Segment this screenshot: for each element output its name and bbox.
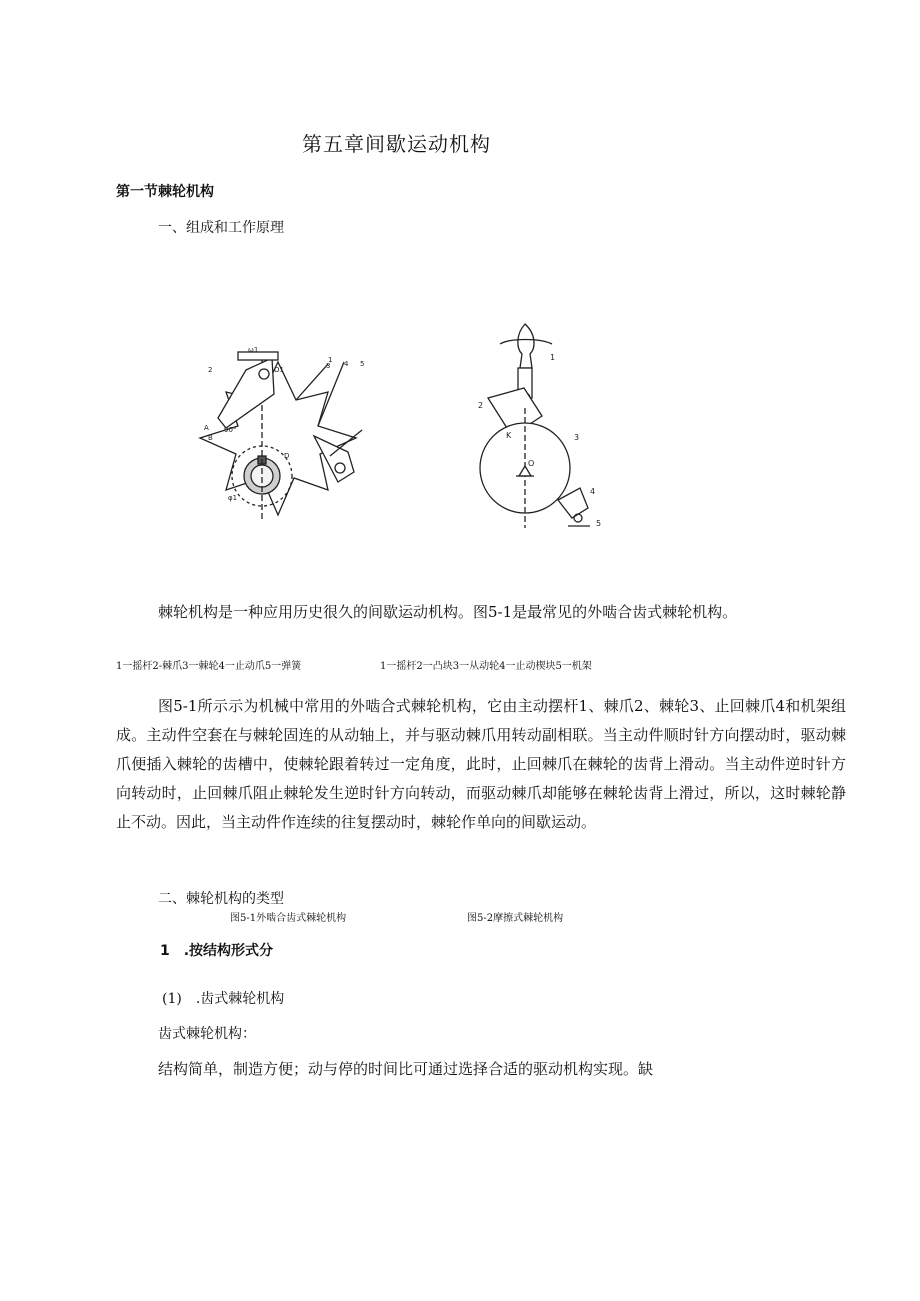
- intro-text: 棘轮机构是一种应用历史很久的间歇运动机构。图5-1是最常见的外啮合齿式棘轮机构。: [158, 603, 738, 621]
- subsection-heading-1: 一、组成和工作原理: [158, 220, 284, 236]
- heading-structure-type: 1 .按结构形式分: [160, 943, 274, 959]
- fig-left-label: 4: [344, 360, 349, 368]
- fig-left-label: φ1: [228, 494, 238, 502]
- fig-right-label: 4: [590, 487, 596, 496]
- fig-left-label: O1: [274, 366, 284, 374]
- fig-right-label: O: [528, 459, 535, 468]
- fig-left-label: 90°: [224, 426, 237, 434]
- section-heading: 第一节棘轮机构: [116, 184, 214, 200]
- fig-left-label: A: [204, 424, 209, 432]
- rocker-handle: [518, 324, 534, 368]
- fig-right-label: 1: [550, 353, 556, 362]
- fig-left-label: 2: [208, 366, 213, 374]
- figure-legend-left: 1一摇杆2-棘爪3一棘轮4一止动爪5一弹簧: [116, 661, 302, 672]
- fig-left-label: B: [208, 434, 213, 442]
- heading-toothed-ratchet: (1) .齿式棘轮机构: [162, 991, 285, 1007]
- body-paragraph: 图5-1所示示为机械中常用的外啮合式棘轮机构，它由主动摆杆1、棘爪2、棘轮3、止回棘爪4和机架组成。主动件空套在与棘轮固连的从动轴上，并与驱动棘爪用转动副相联。当主动件顺时针方向摆动时，驱动棘爪便插入棘轮的齿槽中，使棘轮跟着转过一定角度，此时，止回棘爪在棘轮的齿背上滑动。当主动件逆时针方向转动时，止回棘爪阻止棘轮发生逆时针方向转动，而驱动棘爪却能够在棘轮齿背上滑过，所以，这时棘轮静止不动。因此，当主动件作连续的往复摆动时，棘轮作单向的间歇运动。: [116, 697, 846, 831]
- figure-legend-right: 1一摇杆2一凸块3一从动轮4一止动楔块5一机架: [380, 661, 592, 672]
- page-title: 第五章间歇运动机构: [302, 132, 491, 156]
- subsection-heading-2: 二、棘轮机构的类型: [158, 891, 284, 907]
- fig-right-label: 5: [596, 519, 602, 528]
- toothed-ratchet-label: 齿式棘轮机构：: [158, 1026, 256, 1042]
- fig-left-label: 3: [326, 362, 331, 370]
- fig-left-label: D: [284, 452, 290, 460]
- fig-right-label: 3: [574, 433, 580, 442]
- fig-right-label: 2: [478, 401, 484, 410]
- friction-ratchet-figure: [460, 318, 610, 538]
- fig-left-label: ω1: [248, 346, 259, 354]
- figure-caption-5-2: 图5-2摩擦式棘轮机构: [467, 913, 564, 924]
- fig-left-label: 1: [328, 356, 333, 364]
- ratchet-wheel-outline: [200, 362, 356, 515]
- stop-pawl: [314, 436, 354, 482]
- figure-caption-5-1: 图5-1外啮合齿式棘轮机构: [230, 913, 347, 924]
- ratchet-figure: [178, 340, 378, 540]
- toothed-ratchet-description: 结构简单，制造方便；动与停的时间比可通过选择合适的驱动机构实现。缺: [158, 1060, 654, 1078]
- fig-left-label: 5: [360, 360, 365, 368]
- fig-right-label: K: [506, 431, 512, 440]
